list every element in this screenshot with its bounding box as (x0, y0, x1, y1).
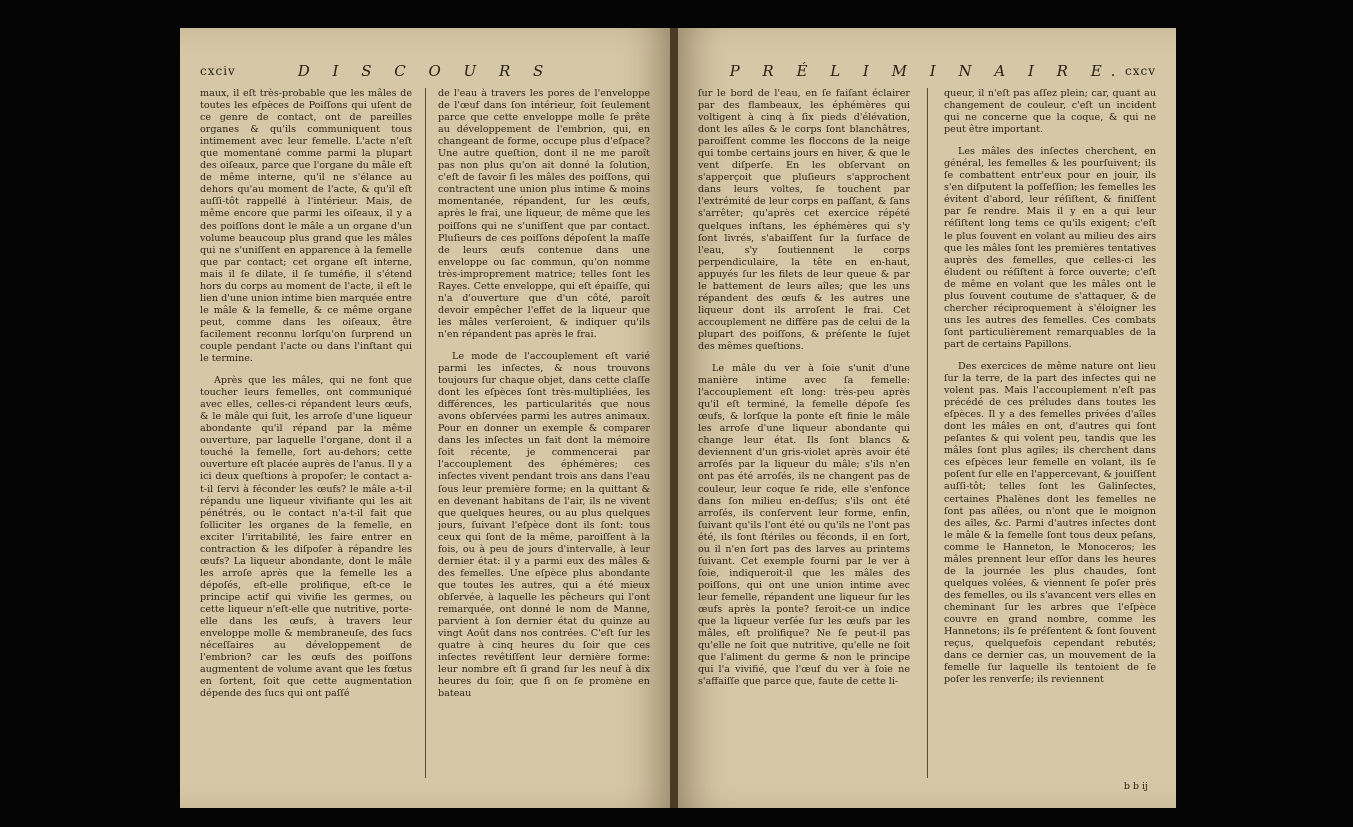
left-page-number: cxciv (200, 64, 236, 78)
paragraph: Le mode de l'accouplement eſt varié parmi les inſectes, & nous trouvons toujours ſur chaque objet, dans cette claſſe dont les eſpèces ſont très-multipliées, les différences, les particularités que nous avons obſervées parmi les autres animaux. Pour en donner un exemple & comparer dans les inſectes un fait dont la mémoire ſoit récente, je commencerai par l'accouplement des éphémères; ces inſectes vivent pendant trois ans dans l'eau ſous leur première forme; en la quittant & en devenant habitans de l'air, ils ne vivent que quelques heures, ou au plus quelques jours, ſuivant l'eſpèce dont ils ſont: tous ceux qui ſont de la même, paroiſſent à la fois, ou à peu de jours d'intervalle, à leur dernier état: il y a parmi eux des mâles & des femelles. Une eſpèce plus abondante que toutes les autres, qui a été mieux obſervée, à laquelle les pêcheurs qui l'ont remarquée, ont donné le nom de Manne, parvient à ſon dernier état du quinze au vingt Août dans nos contrées. C'eſt ſur les quatre à cinq heures du ſoir que ces inſectes revêtiſſent leur dernière forme: leur nombre eſt ſi grand ſur les neuf à dix heures du ſoir, que ſi on ſe promène en bateau (438, 350, 650, 700)
column-rule (927, 88, 928, 778)
signature-mark: b b ij (1123, 781, 1148, 792)
paragraph: de l'eau à travers les pores de l'enveloppe de l'œuf dans ſon intérieur, ſoit ſeulement parce que cette enveloppe molle ſe prête au développement de l'embrion, qui, en changeant de forme, occupe plus d'eſpace? Une autre queſtion, dont il ne me paroît pas non plus qu'on ait donné la ſolution, c'eſt de ſavoir ſi les mâles des poiſſons, qui contractent une union plus intime & moins momentanée, répandent, ſur les œufs, après le frai, une liqueur, de même que les poiſſons qui ne s'uniſſent que par contact. Pluſieurs de ces poiſſons dépoſent la maſſe de leurs œufs contenue dans une enveloppe ou ſac commun, qu'on nomme très-improprement matrice; telles ſont les Rayes. Cette enveloppe, qui eſt épaiſſe, qui n'a d'ouverture que d'un côté, paroît devoir empêcher l'effet de la liqueur que les mâles verſeroient, & indiquer qu'ils n'en répandent pas après le frai. (438, 88, 650, 340)
right-column-2 (944, 88, 1156, 788)
left-running-title: D I S C O U R S (297, 62, 553, 80)
book-gutter (670, 28, 678, 808)
left-column-1 (200, 88, 412, 788)
right-running-head (698, 62, 1156, 82)
right-page (678, 28, 1176, 808)
paragraph: Le mâle du ver à ſoie s'unit d'une manière intime avec ſa femelle: l'accouplement eſt long: très-peu après qu'il eſt terminé, la femelle dépoſe ſes œufs, & lorſque la ponte eſt finie le mâle les arroſe d'une liqueur abondante qui change leur état. Ils ſont blancs & deviennent d'un gris-violet après avoir été arroſés par la liqueur du mâle; s'ils n'en ont pas été arroſés, ils ne changent pas de couleur, leur coque ſe ride, elle s'enfonce dans ſon milieu en-deſſus; s'ils ont été arroſés, ils conſervent leur forme, enfin, ſuivant qu'ils l'ont été ou qu'ils ne l'ont pas été, ils ſont ſtériles ou féconds, il en ſort, ou il n'en ſort pas des larves au printems ſuivant. Cet exemple fourni par le ver à ſoie, indiqueroit-il que les mâles des poiſſons, qui ont une union intime avec leur femelle, répandent une liqueur ſur les œufs après la ponte? ſeroit-ce un indice que la liqueur verſée ſur les œufs par les mâles, eſt prolifique? Ne ſe peut-il pas qu'elle ne ſoit que nutritive, qu'elle ne ſoit que l'aliment du germe & non le principe qui l'a vivifié, que l'œuf du ver à ſoie ne s'affaiſſe que parce que, faute de cette li- (698, 363, 910, 688)
paragraph: Après que les mâles, qui ne font que toucher leurs femelles, ont communiqué avec elles, celles-ci répandent leurs œufs, & le mâle qui ſuit, les arroſe d'une liqueur abondante qu'il répand par la même ouverture, par laquelle l'organe, dont il a touché la femelle, ſort au-dehors; cette ouverture eſt placée auprès de l'anus. Il y a ici deux queſtions à propoſer; le contact a-t-il ſervi à féconder les œufs? le mâle a-t-il répandu une liqueur vivifiante qui les ait pénétrés, ou le contact n'a-t-il fait que ſolliciter les organes de la femelle, en exciter l'irritabilité, les faire entrer en contraction & les diſpoſer à répandre les œufs? La liqueur abondante, dont le mâle les arroſe après que la femelle les a dépoſés, eſt-elle prolifique, eſt-ce le principe actif qui vivifie les germes, ou cette liqueur n'eſt-elle que nutritive, porte-elle dans les œufs, à travers leur enveloppe molle & membraneuſe, des ſucs néceſſaires au développement de l'embrion? car les œufs des poiſſons augmentent de volume avant que les fœtus en ſortent, ſoit que cette augmentation dépende des ſucs qui ont paſſé (200, 375, 412, 700)
paragraph: Des exercices de même nature ont lieu ſur la terre, de la part des inſectes qui ne volent pas. Mais l'accouplement n'eſt pas précédé de ces préludes dans toutes les eſpèces. Il y a des femelles privées d'aîles dont les mâles en ont, d'autres qui ſont peſantes & qui volent peu, tandis que les mâles ſont plus agiles; ils cherchent dans ces eſpèces leur femelle en volant, ils ſe poſent ſur elle en l'appercevant, & jouiſſent auſſi-tôt; telles ſont les Galinſectes, certaines Phalènes dont les femelles ne ſont pas aîlées, ou n'ont que le moignon des aîles, &c. Parmi d'autres inſectes dont le mâle & la femelle ſont tous deux peſans, comme le Hanneton, le Monoceros; les mâles prennent leur eſſor dans les heures de la journée les plus chaudes, ſont quelques volées, & viennent ſe poſer près des femelles, ou ils s'avancent vers elles en cheminant ſur les arbres que l'eſpèce couvre en grand nombre, comme les Hannetons; ils ſe préſentent & ſont ſouvent reçus, quelquefois cependant rebutés; dans ce dernier cas, un mouvement de la femelle ſur laquelle ils tentoient de ſe poſer les renverſe; ils reviennent (944, 360, 1156, 686)
left-column-2 (438, 88, 650, 788)
left-columns (200, 88, 650, 788)
paragraph: maux, il eſt très-probable que les mâles de toutes les eſpèces de Poiſſons qui uſent de ce genre de contact, ont de pareilles organes & qu'ils communiquent tous intimement avec leur femelle. L'acte n'eſt que momentané comme parmi la plupart des oiſeaux, parce que l'organe du mâle eſt de même interne, qu'il ne s'élance au dehors qu'au moment de l'acte, & qu'il eſt auſſi-tôt rappellé à l'intérieur. Mais, de même encore que parmi les oiſeaux, il y a des poiſſons dont le mâle a un organe d'un volume beaucoup plus grand que les mâles qui ne s'uniſſent en apparence à la femelle que par contact; cet organe eſt interne, mais il ſe dilate, il ſe tuméfie, il s'étend hors du corps au moment de l'acte, il eſt le lien d'une union intime bien marquée entre le mâle & la femelle, & ce même organe peut, comme dans les oiſeaux, être facilement reconnu lorſqu'on ſurprend un couple pendant l'acte ou dans l'inſtant qui le termine. (200, 88, 412, 365)
right-column-1 (698, 88, 910, 788)
right-page-number: cxcv (1125, 64, 1156, 78)
column-rule (425, 88, 426, 778)
left-running-head (200, 62, 650, 82)
paragraph: Les mâles des inſectes cherchent, en général, les femelles & les pourſuivent; ils ſe combattent entr'eux pour en jouir, ils s'en diſputent la poſſeſſion; les femelles les évitent d'abord, leur réſiſtent, & finiſſent par ſe rendre. Mais il y en a qui leur réſiſtent long tems ce qu'ils exigent; c'eſt le plus ſouvent en volant au milieu des airs que les mâles ſont les premières tentatives auprès des femelles, que celles-ci les éludent ou réſiſtent à force ouverte; c'eſt de même en volant que les mâles ont le plus ſouvent coutume de s'attaquer, & de chercher réciproquement à s'éloigner les uns les autres des femelles. Ces combats ſont particulièrement remarquables de la part de certains Papillons. (944, 146, 1156, 350)
right-running-title: P R É L I M I N A I R E. (729, 62, 1125, 80)
paragraph: queur, il n'eſt pas aſſez plein; car, quant au changement de couleur, c'eſt un incident qui ne concerne que la coque, & qui ne peut être important. (944, 88, 1156, 136)
right-columns (698, 88, 1156, 788)
paragraph: ſur le bord de l'eau, en ſe faiſant éclairer par des flambeaux, les éphémères qui voltigent à cinq à ſix pieds d'élévation, dont les aîles & le corps ſont blanchâtres, paroiſſent comme les floccons de la neige qui tombe certains jours en hiver, & que le vent diſperſe. En les obſervant on s'apperçoit que pluſieurs s'approchent dans leurs voltes, ſe touchent par l'extrémité de leur corps en paſſant, & ſans s'arrêter; qu'après cet exercice répété quelques inſtans, les éphémères qui s'y ſont livrés, s'abaiſſent ſur la ſurface de l'eau, s'y ſoutiennent le corps perpendiculaire, la tête en en-haut, appuyés ſur les filets de leur queue & par le battement de leurs aîles; que les uns répandent des œufs & les autres une liqueur dont ils arroſent le frai. Cet accouplement ne diffère pas de celui de la plupart des poiſſons, & préſente le ſujet des mêmes queſtions. (698, 88, 910, 352)
left-page (180, 28, 670, 808)
